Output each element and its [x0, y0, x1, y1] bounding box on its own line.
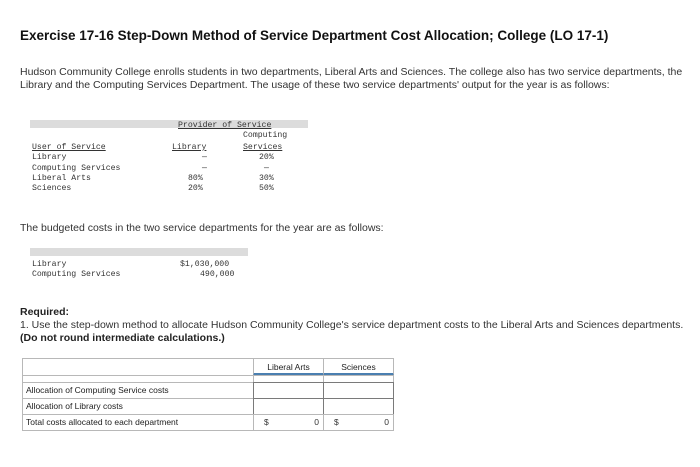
cell-computing: — — [264, 164, 269, 173]
col-liberal-arts: Liberal Arts — [253, 358, 324, 376]
cell-library: 80% — [188, 174, 203, 183]
total-value: 0 — [314, 417, 319, 427]
page-title: Exercise 17-16 Step-Down Method of Service Department Cost Allocation; College (LO 17-1) — [20, 28, 609, 43]
budget-text: The budgeted costs in the two service departments for the year are as follows: — [20, 222, 384, 234]
sciences-computing-input[interactable] — [323, 382, 394, 399]
intro-paragraph: Hudson Community College enrolls students in two departments, Liberal Arts and Sciences. The college also has two service departments, the Library and the Computing Services Department. The usage of these two service departments' output for the year is as follows: — [20, 66, 683, 91]
usage-table — [30, 120, 308, 198]
required-heading: Required: — [20, 306, 70, 318]
row-label: Sciences — [32, 184, 72, 193]
budget-table — [30, 248, 248, 288]
cell-value: 490,000 — [200, 270, 235, 279]
dollar-sign: $ — [264, 417, 269, 427]
liberal-arts-total — [253, 414, 324, 431]
user-header: User of Service — [32, 143, 106, 152]
col-library: Library — [172, 143, 207, 152]
total-value: 0 — [384, 417, 389, 427]
col-computing-1: Computing — [243, 131, 288, 140]
required-note: (Do not round intermediate calculations.) — [20, 332, 225, 344]
header-blank — [22, 358, 254, 376]
cell-computing: 50% — [259, 184, 274, 193]
row-label: Total costs allocated to each department — [22, 414, 254, 431]
liberal-arts-library-input[interactable] — [253, 398, 324, 415]
row-label: Computing Services — [32, 164, 121, 173]
cell-library: — — [202, 164, 207, 173]
cell-value: $1,030,000 — [180, 260, 230, 269]
col-sciences: Sciences — [323, 358, 394, 376]
row-label: Library — [32, 260, 67, 269]
sciences-total — [323, 414, 394, 431]
cell-computing: 20% — [259, 153, 274, 162]
row-label: Liberal Arts — [32, 174, 91, 183]
required-section — [20, 306, 690, 345]
dollar-sign: $ — [334, 417, 339, 427]
required-text: 1. Use the step-down method to allocate Hudson Community College's service department costs to the Liberal Arts and Sciences departments. — [20, 319, 684, 331]
row-label: Library — [32, 153, 67, 162]
header-bar — [30, 248, 248, 256]
cell-library: — — [202, 153, 207, 162]
col-computing-2: Services — [243, 143, 283, 152]
provider-header: Provider of Service — [178, 121, 272, 130]
cell-computing: 30% — [259, 174, 274, 183]
row-label: Computing Services — [32, 270, 121, 279]
cell-library: 20% — [188, 184, 203, 193]
row-label: Allocation of Computing Service costs — [22, 382, 254, 399]
sciences-library-input[interactable] — [323, 398, 394, 415]
row-label: Allocation of Library costs — [22, 398, 254, 415]
liberal-arts-computing-input[interactable] — [253, 382, 324, 399]
